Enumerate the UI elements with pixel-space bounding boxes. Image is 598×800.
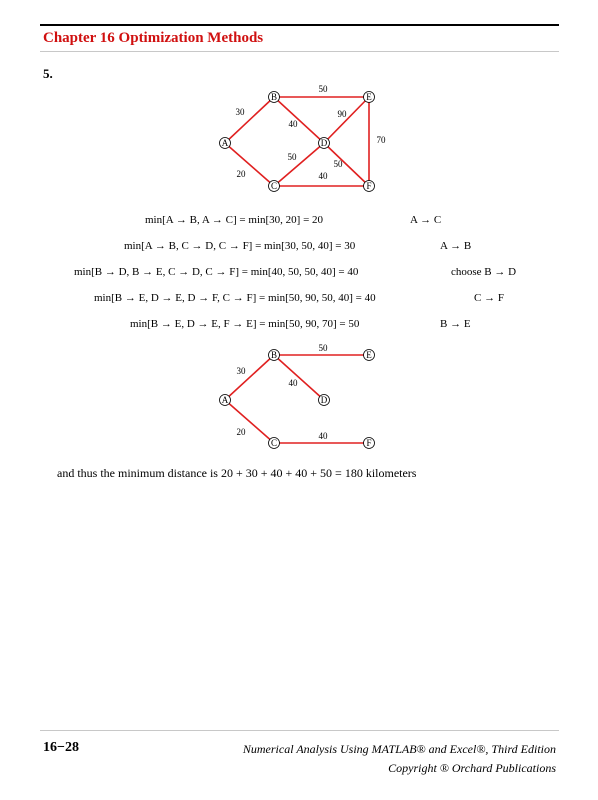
svg-text:D: D <box>320 138 328 148</box>
tree-node-E <box>364 350 375 361</box>
book-title: Numerical Analysis Using MATLAB® and Excel®, Third Edition <box>242 742 556 756</box>
step-result: A → C <box>410 214 442 226</box>
full-edge-weight-BD: 40 <box>288 119 298 129</box>
tree-edge-weight-CF: 40 <box>318 431 328 441</box>
full-edge-BD <box>274 97 324 143</box>
full-node-C <box>269 181 280 192</box>
full-node-A <box>220 138 231 149</box>
chapter-title: Chapter 16 Optimization Methods <box>43 30 264 46</box>
svg-text:B: B <box>270 92 278 102</box>
svg-text:E: E <box>366 350 372 360</box>
tree-edge-weight-AB: 30 <box>236 366 246 376</box>
tree-node-C <box>269 438 280 449</box>
full-node-E <box>364 92 375 103</box>
full-edge-weight-AB: 30 <box>235 107 245 117</box>
full-edge-weight-CD: 50 <box>287 152 297 162</box>
tree-edge-weight-BE: 50 <box>318 343 328 353</box>
spanning-tree-graph <box>0 340 598 452</box>
svg-text:B: B <box>270 350 278 360</box>
step-result: B → E <box>440 318 471 330</box>
tree-node-D <box>319 395 330 406</box>
tree-node-B <box>269 350 280 361</box>
svg-text:C: C <box>270 438 278 448</box>
full-network-graph <box>0 84 598 194</box>
full-edge-DE <box>324 97 369 143</box>
copyright-notice: Copyright ® Orchard Publications <box>388 761 556 775</box>
step-result: C → F <box>474 292 504 304</box>
step-result: choose B → D <box>451 266 517 278</box>
full-node-F <box>364 181 375 192</box>
tree-node-A <box>220 395 231 406</box>
tree-edge-weight-AC: 20 <box>236 427 246 437</box>
tree-edge-AC <box>225 400 274 443</box>
full-node-D <box>319 138 330 149</box>
svg-text:F: F <box>366 438 372 448</box>
tree-edges <box>225 355 369 443</box>
full-edge-weight-BE: 50 <box>318 84 328 94</box>
full-node-B <box>269 92 280 103</box>
step-expression: min[B → E, D → E, D → F, C → F] = min[50, 90, 50, 40] = 40 <box>94 292 376 304</box>
step-result: A → B <box>440 240 472 252</box>
full-edge-AB <box>225 97 274 143</box>
svg-text:C: C <box>270 181 278 191</box>
problem-number: 5. <box>43 66 53 81</box>
full-edge-CD <box>274 143 324 186</box>
svg-text:A: A <box>221 395 229 405</box>
header-rule <box>40 24 559 26</box>
full-edge-AC <box>225 143 274 186</box>
svg-text:E: E <box>366 92 372 102</box>
step-expression: min[A → B, C → D, C → F] = min[30, 50, 40] = 30 <box>124 240 356 252</box>
svg-text:D: D <box>320 395 328 405</box>
full-edge-weight-EF: 70 <box>376 135 386 145</box>
svg-text:A: A <box>221 138 229 148</box>
full-edge-weight-DF: 50 <box>333 159 343 169</box>
step-expression: min[B → E, D → E, F → E] = min[50, 90, 70] = 50 <box>130 318 360 330</box>
full-edge-weight-DE: 90 <box>337 109 347 119</box>
step-expression: min[A → B, A → C] = min[30, 20] = 20 <box>145 214 324 226</box>
full-edge-weight-CF: 40 <box>318 171 328 181</box>
tree-edge-weight-BD: 40 <box>288 378 298 388</box>
tree-edge-AB <box>225 355 274 400</box>
svg-text:F: F <box>366 181 372 191</box>
graph-edges <box>225 97 369 186</box>
conclusion-text: and thus the minimum distance is 20 + 30 + 40 + 40 + 50 = 180 kilometers <box>57 466 417 480</box>
tree-edge-BD <box>274 355 324 400</box>
header-divider <box>40 51 559 52</box>
step-expression: min[B → D, B → E, C → D, C → F] = min[40, 50, 50, 40] = 40 <box>74 266 359 278</box>
full-edge-DF <box>324 143 369 186</box>
full-edge-weight-AC: 20 <box>236 169 246 179</box>
tree-node-F <box>364 438 375 449</box>
footer-rule <box>40 730 559 731</box>
page-number: 16−28 <box>43 740 79 755</box>
